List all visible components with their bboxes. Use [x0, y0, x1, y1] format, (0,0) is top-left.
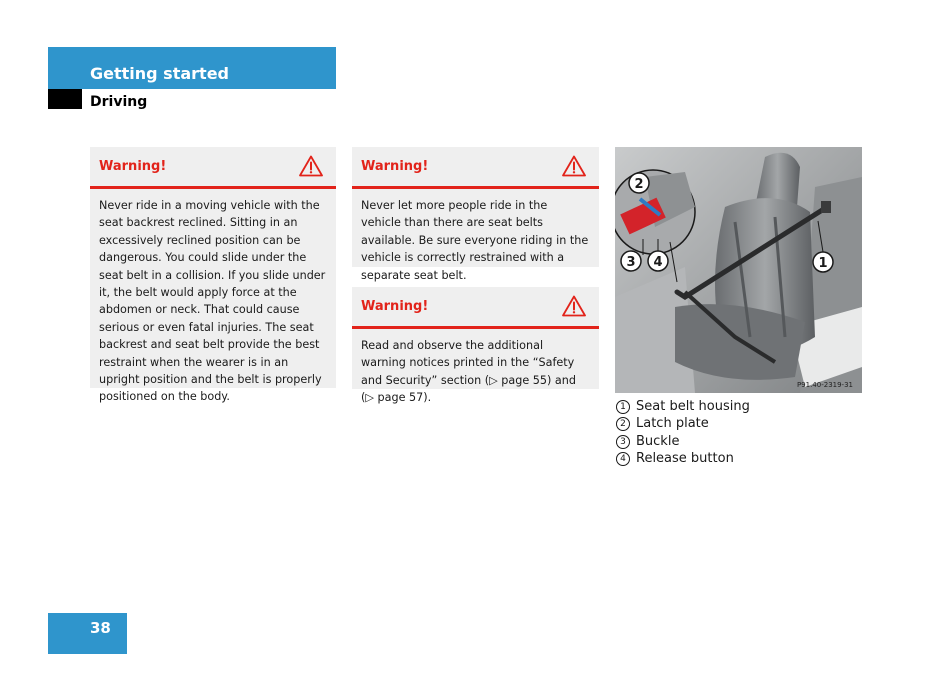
callout-2-label: 2 — [634, 177, 644, 192]
legend-item — [616, 450, 750, 467]
legend-label: Buckle — [636, 433, 680, 449]
section-title: Getting started — [90, 64, 229, 83]
warning-text: Read and observe the additional warning notices printed in the “Safety and Security” section (▷ page 55) and (▷ page 57). — [361, 339, 576, 405]
legend-number: 1 — [616, 400, 630, 414]
callout-1-label: 1 — [818, 256, 828, 271]
warning-triangle-icon — [562, 295, 586, 317]
figure-code: P91.40-2319-31 — [796, 381, 853, 389]
seat-belt-photo — [615, 147, 862, 393]
header-bar — [48, 47, 336, 89]
warning-triangle-icon — [299, 155, 323, 177]
legend-label: Seat belt housing — [636, 399, 750, 414]
legend-label: Latch plate — [636, 416, 709, 432]
warning-box-additional-notices — [352, 287, 599, 405]
legend-item — [616, 398, 750, 415]
legend-item — [616, 415, 750, 432]
warning-label: Warning! — [99, 159, 167, 174]
callout-3-label: 3 — [626, 255, 636, 270]
warning-box-seat-belt-count — [352, 147, 599, 282]
figure-legend — [616, 398, 750, 468]
page-number-box — [48, 613, 127, 654]
subsection-marker — [48, 89, 82, 109]
warning-text: Never let more people ride in the vehicle than there are seat belts available. Be sure everyone riding in the vehicle is correctly restrained with a separate seat belt. — [361, 199, 589, 282]
warning-header — [90, 147, 336, 189]
warning-label: Warning! — [361, 159, 429, 174]
warning-label: Warning! — [361, 299, 429, 314]
warning-header — [352, 147, 599, 189]
callout-4-label: 4 — [653, 255, 663, 270]
legend-number: 2 — [616, 417, 630, 431]
page-number: 38 — [90, 619, 111, 637]
warning-box-reclined-seat — [90, 147, 336, 404]
warning-triangle-icon — [562, 155, 586, 177]
legend-item — [616, 433, 750, 450]
legend-label: Release button — [636, 451, 734, 467]
warning-header — [352, 287, 599, 329]
legend-number: 3 — [616, 435, 630, 449]
subsection-title: Driving — [90, 94, 148, 110]
legend-number: 4 — [616, 452, 630, 466]
seat-belt-illustration — [615, 147, 862, 393]
warning-text: Never ride in a moving vehicle with the seat backrest reclined. Sitting in an excessively reclined position can be dangerous. You could slide under the seat belt in a collision. If you slide under it, the belt would apply force at the abdomen or neck. That could cause serious or even fatal injuries. The seat backrest and seat belt provide the best restraint when the wearer is in an upright position and the belt is properly positioned on the body. — [99, 199, 326, 404]
